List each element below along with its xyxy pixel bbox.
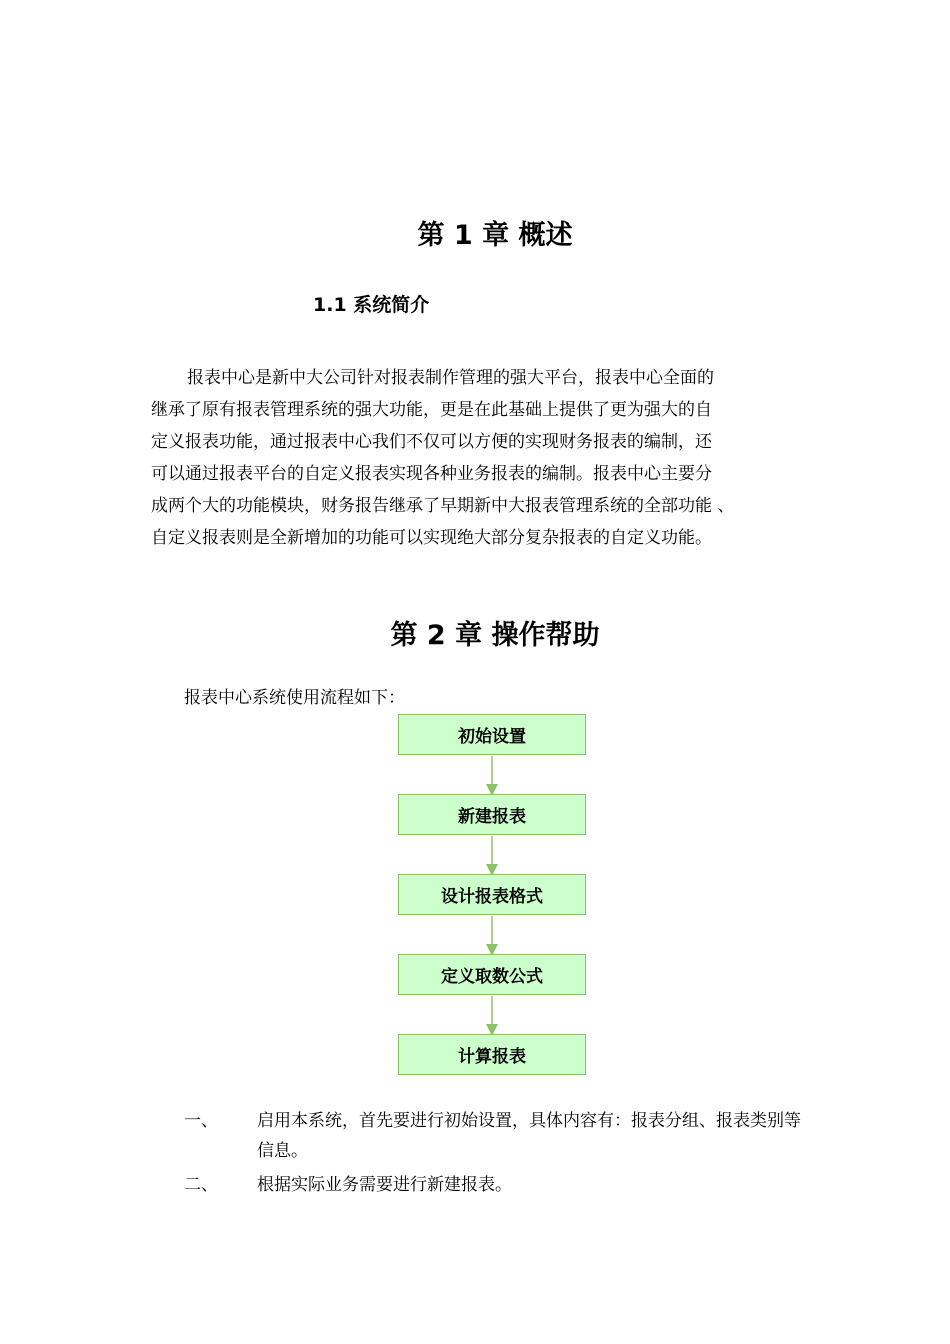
list-item-number: 二、 <box>184 1175 218 1195</box>
flow-step-calculate-report: 计算报表 <box>398 1034 586 1075</box>
flow-step-design-format: 设计报表格式 <box>398 874 586 915</box>
chapter-1-title: 第 1 章 概述 <box>417 220 573 251</box>
paragraph-line: 定义报表功能，通过报表中心我们不仅可以方便的实现财务报表的编制，还 <box>151 432 712 452</box>
chapter-2-title: 第 2 章 操作帮助 <box>390 620 600 651</box>
paragraph-line: 自定义报表则是全新增加的功能可以实现绝大部分复杂报表的自定义功能。 <box>151 528 712 548</box>
section-1-1-title: 1.1 系统简介 <box>313 294 430 316</box>
list-item-text: 启用本系统，首先要进行初始设置，具体内容有：报表分组、报表类别等信息。 <box>257 1111 801 1161</box>
flow-step-initial-setup: 初始设置 <box>398 714 586 755</box>
list-item <box>184 1170 824 1200</box>
list-item-number: 一、 <box>184 1111 218 1131</box>
flow-step-define-formula: 定义取数公式 <box>398 954 586 995</box>
steps-list <box>184 1106 824 1200</box>
flow-step-new-report: 新建报表 <box>398 794 586 835</box>
paragraph-line: 继承了原有报表管理系统的强大功能，更是在此基础上提供了更为强大的自 <box>151 400 712 420</box>
paragraph-line: 成两个大的功能模块，财务报告继承了早期新中大报表管理系统的全部功能 、 <box>151 496 735 516</box>
flow-intro-text: 报表中心系统使用流程如下： <box>184 688 405 708</box>
intro-paragraph <box>151 362 811 554</box>
paragraph-line: 报表中心是新中大公司针对报表制作管理的强大平台，报表中心全面的 <box>187 368 714 388</box>
list-item-text: 根据实际业务需要进行新建报表。 <box>257 1175 512 1195</box>
list-item <box>184 1106 824 1166</box>
paragraph-line: 可以通过报表平台的自定义报表实现各种业务报表的编制。报表中心主要分 <box>151 464 712 484</box>
